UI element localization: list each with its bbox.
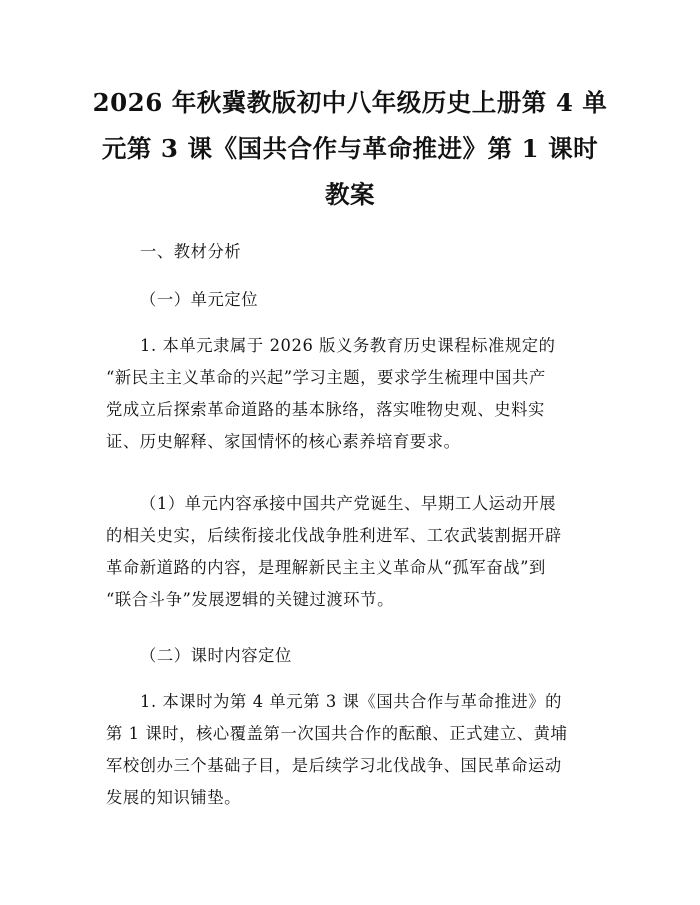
paragraph-line: 的相关史实，后续衔接北伐战争胜利进军、工农武装割据开辟 [106,526,562,545]
subsection-heading-text: （一）单元定位 [140,290,259,309]
paragraph-unit-content [106,488,596,616]
paragraph-line: “联合斗争”发展逻辑的关键过渡环节。 [106,590,394,609]
paragraph-line: 革命新道路的内容，是理解新民主主义革命从“孤军奋战”到 [106,558,546,577]
title-line: 2026 年秋冀教版初中八年级历史上册第 4 单 [92,88,608,117]
section-heading-text: 一、教材分析 [140,242,242,261]
paragraph-unit-standard [106,330,596,458]
paragraph-line: （1）单元内容承接中国共产党诞生、早期工人运动开展 [140,494,557,513]
paragraph-line: 党成立后探索革命道路的基本脉络，落实唯物史观、史料实 [106,400,545,419]
subsection-heading-unit-position [106,284,630,316]
paragraph-line: 军校创办三个基础子目，是后续学习北伐战争、国民革命运动 [106,756,562,775]
subsection-heading-text: （二）课时内容定位 [140,646,292,665]
paragraph-line: 1. 本课时为第 4 单元第 3 课《国共合作与革命推进》的 [140,692,563,711]
subsection-heading-lesson-position [106,640,630,672]
title-line: 元第 3 课《国共合作与革命推进》第 1 课时 [101,134,599,163]
paragraph-line: 发展的知识铺垫。 [106,788,242,807]
title-line: 教案 [325,180,375,209]
paragraph-line: 证、历史解释、家国情怀的核心素养培育要求。 [106,432,461,451]
paragraph-lesson-content [106,686,596,814]
section-heading-textbook-analysis [106,236,630,268]
paragraph-line: 1. 本单元隶属于 2026 版义务教育历史课程标准规定的 [140,336,556,355]
paragraph-line: 第 1 课时，核心覆盖第一次国共合作的酝酿、正式建立、黄埔 [106,724,568,743]
paragraph-line: “新民主主义革命的兴起”学习主题，要求学生梳理中国共产 [106,368,546,387]
